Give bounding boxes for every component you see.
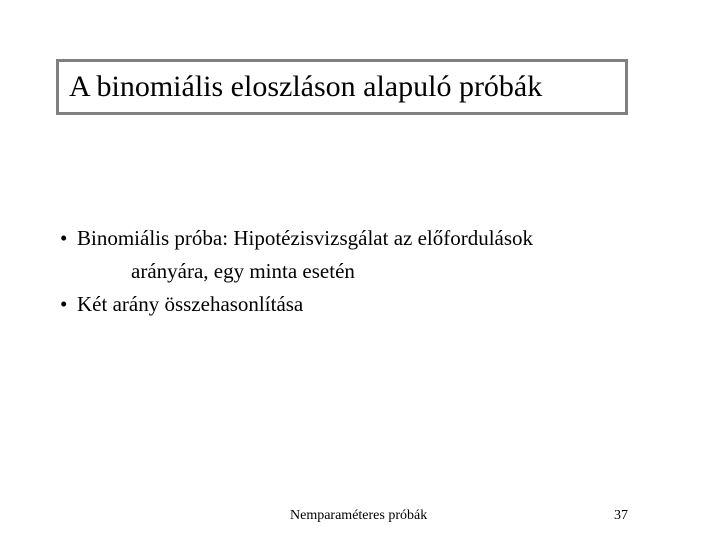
bullet-continuation: arányára, egy minta esetén: [131, 259, 355, 283]
slide-title: A binomiális eloszláson alapuló próbák: [69, 70, 543, 103]
bullet-text: Két arány összehasonlítása: [77, 292, 304, 316]
slide-title-box: [56, 59, 628, 115]
bullet-item: [60, 222, 680, 255]
footer-text: Nemparaméteres próbák: [290, 508, 428, 523]
bullet-item: [60, 288, 680, 321]
bullet-list: [60, 222, 680, 321]
page-number: 37: [614, 508, 628, 523]
bullet-marker: •: [60, 226, 68, 250]
bullet-text: Binomiális próba: Hipotézisvizsgálat az előfordulások: [77, 226, 534, 250]
bullet-marker: •: [60, 292, 68, 316]
